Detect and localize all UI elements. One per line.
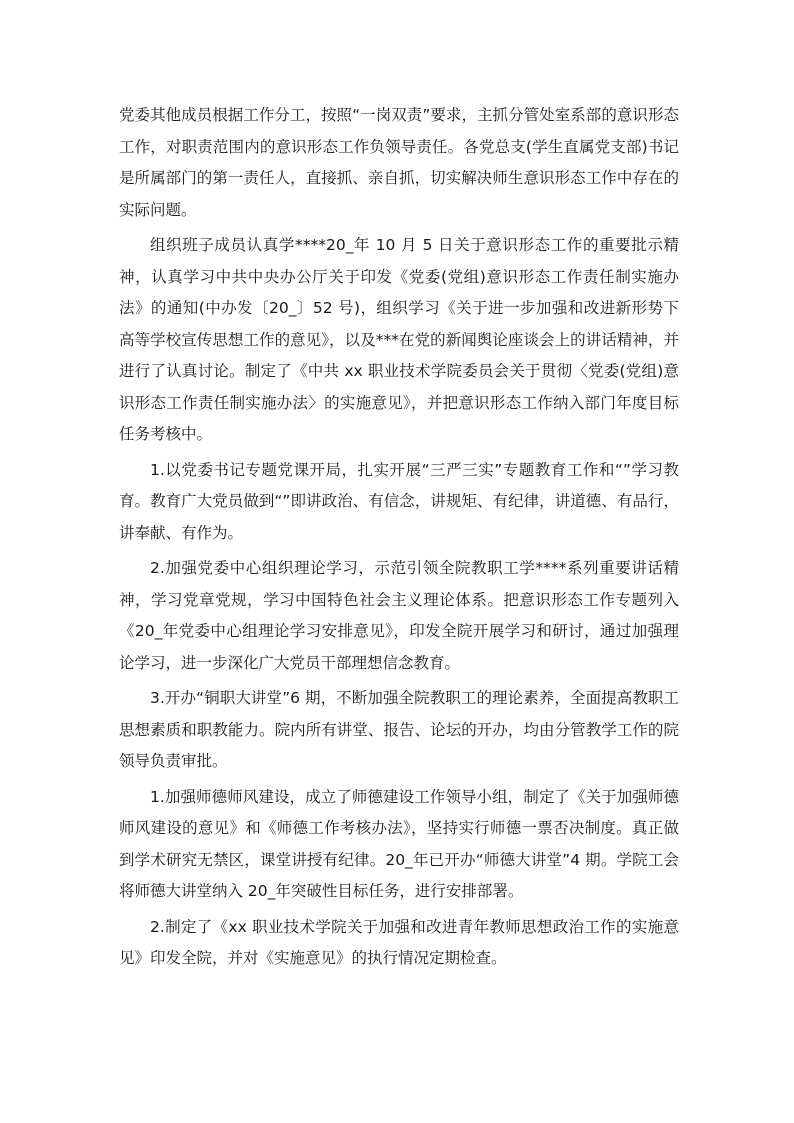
paragraph-responsibility: 党委其他成员根据工作分工，按照“一岗双责”要求，主抓分管处室系部的意识形态工作，对职责范围内的意识形态工作负领导责任。各党总支(学生直属党支部)书记是所属部门的第一责任人，直接抓、亲自抓，切实解决师生意识形态工作中存在的实际问题。 (119, 106, 679, 219)
paragraph-item-party-lecture: 1.以党委书记专题党课开局，扎实开展“三严三实”专题教育工作和“”学习教育。教育广大党员做到“”即讲政治、有信念，讲规矩、有纪律，讲道德、有品行，讲奉献、有作为。 (119, 460, 679, 542)
paragraph-item-young-teachers: 2.制定了《xx 职业技术学院关于加强和改进青年教师思想政治工作的实施意见》印发全院，并对《实施意见》的执行情况定期检查。 (119, 917, 679, 967)
paragraph-item-teacher-ethics: 1.加强师德师风建设，成立了师德建设工作领导小组，制定了《关于加强师德师风建设的意见》和《师德工作考核办法》，坚持实行师德一票否决制度。真正做到学术研究无禁区，课堂讲授有纪律。20_年已开办“师德大讲堂”4 期。学院工会将师德大讲堂纳入 20_年突破性目标任务，进行安排部署。 (119, 787, 679, 900)
document-body (119, 100, 679, 979)
paragraph-study-organization: 组织班子成员认真学****20_年 10 月 5 日关于意识形态工作的重要批示精神，认真学习中共中央办公厅关于印发《党委(党组)意识形态工作责任制实施办法》的通知(中办发〔20_〕52 号)，组织学习《关于进一步加强和改进新形势下高等学校宣传思想工作的意见》，以及***在党的新闻舆论座谈会上的讲话精神，并进行了认真讨论。制定了《中共 xx 职业技术学院委员会关于贯彻〈党委(党组)意识形态工作责任制实施办法〉的实施意见》，并把意识形态工作纳入部门年度目标任务考核中。 (119, 236, 679, 443)
paragraph-item-lecture-hall: 3.开办“铜职大讲堂”6 期，不断加强全院教职工的理论素养，全面提高教职工思想素质和职教能力。院内所有讲堂、报告、论坛的开办，均由分管教学工作的院领导负责审批。 (119, 689, 679, 770)
paragraph-item-central-group-study: 2.加强党委中心组织理论学习，示范引领全院教职工学****系列重要讲话精神，学习党章党规，学习中国特色社会主义理论体系。把意识形态工作专题列入《20_年党委中心组理论学习安排意见》，印发全院开展学习和研讨，通过加强理论学习，进一步深化广大党员干部理想信念教育。 (119, 559, 679, 672)
